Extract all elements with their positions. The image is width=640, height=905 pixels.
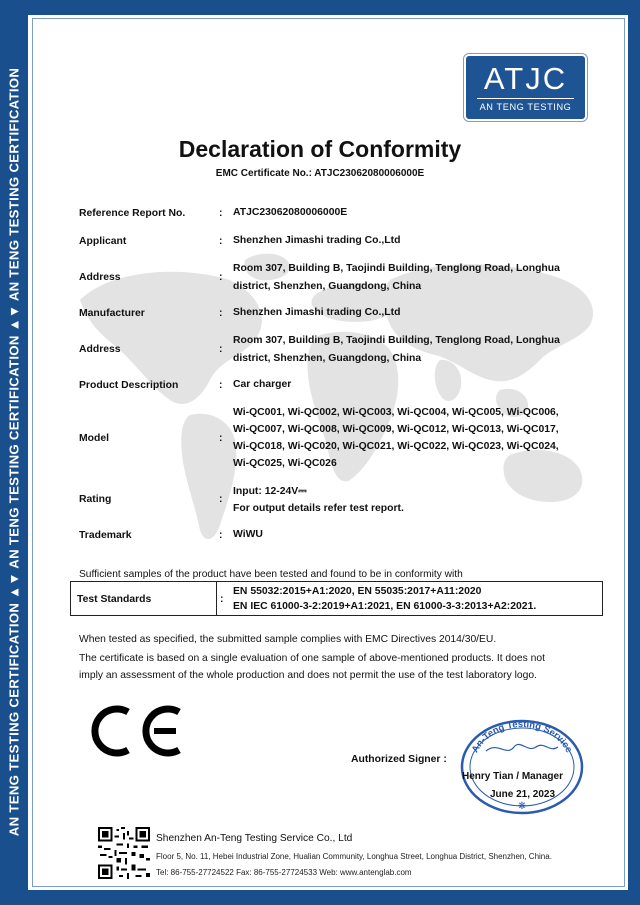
field-value-line: Wi-QC018, Wi-QC020, Wi-QC021, Wi-QC022, Wi-QC023, Wi-QC024, [233, 441, 559, 452]
right-band [628, 0, 640, 905]
test-standard-line: EN 55032:2015+A1:2020, EN 55035:2017+A11:2020 [233, 586, 482, 597]
certificate-number: EMC Certificate No.: ATJC23062080006000E [215, 168, 425, 179]
footer-address: Floor 5, No. 11, Hebei Industrial Zone, Hualian Community, Longhua Street, Longhua District, Shenzhen, China. [156, 852, 552, 861]
footer-contact: Tel: 86-755-27724522 Fax: 86-755-27724533 Web: www.antenglab.com [156, 868, 412, 877]
field-value-line: Room 307, Building B, Taojindi Building, Tenglong Road, Longhua [233, 335, 560, 346]
field-value-line: Wi-QC007, Wi-QC008, Wi-QC009, Wi-QC012, Wi-QC013, Wi-QC017, [233, 424, 559, 435]
table-divider [216, 582, 217, 615]
atjc-logo [466, 56, 585, 119]
test-standards-table [70, 581, 603, 616]
field-label: Address [79, 344, 121, 355]
field-value-line: WiWU [233, 529, 263, 540]
field-colon: : [219, 530, 223, 541]
field-value-line: Input: 12-24V⎓ [233, 486, 307, 497]
field-value-line: district, Shenzhen, Guangdong, China [233, 353, 422, 364]
logo-divider [477, 98, 574, 99]
field-colon: : [219, 308, 223, 319]
field-value-line: district, Shenzhen, Guangdong, China [233, 281, 422, 292]
field-value-line: Car charger [233, 379, 292, 390]
field-label: Manufacturer [79, 308, 145, 319]
field-colon: : [219, 208, 223, 219]
field-value-line: For output details refer test report. [233, 503, 404, 514]
field-label: Model [79, 433, 110, 444]
authorized-signer-label: Authorized Signer : [351, 754, 447, 765]
ce-mark-icon [84, 704, 184, 758]
page-title: Declaration of Conformity [178, 136, 462, 162]
bottom-band [28, 890, 640, 905]
qr-code-icon [98, 827, 150, 879]
statement-line: When tested as specified, the submitted sample complies with EMC Directives 2014/30/EU. [79, 634, 497, 645]
field-colon: : [219, 236, 223, 247]
signed-date: June 21, 2023 [490, 789, 556, 800]
sample-note: Sufficient samples of the product have been tested and found to be in conformity with [79, 569, 463, 580]
company-seal-icon [458, 717, 586, 817]
field-label: Applicant [79, 236, 127, 247]
field-colon: : [219, 494, 223, 505]
statement-line: imply an assessment of the whole production and does not permit the use of the test laboratory logo. [79, 670, 537, 681]
test-standards-value [233, 584, 536, 614]
field-label: Trademark [79, 530, 132, 541]
test-standard-line: EN IEC 61000-3-2:2019+A1:2021, EN 61000-3-3:2013+A2:2021. [233, 601, 537, 612]
test-standards-label: Test Standards [77, 594, 152, 605]
field-value-line: Shenzhen Jimashi trading Co.,Ltd [233, 307, 401, 318]
field-colon: : [220, 594, 224, 605]
field-colon: : [219, 433, 223, 444]
logo-main-text: ATJC [483, 61, 568, 96]
field-label: Rating [79, 494, 112, 505]
top-band [28, 0, 640, 15]
field-value-line: Room 307, Building B, Taojindi Building, Tenglong Road, Longhua [233, 263, 560, 274]
field-label: Address [79, 272, 121, 283]
footer-company-name: Shenzhen An-Teng Testing Service Co., Ltd [156, 833, 353, 844]
logo-sub-text: AN TENG TESTING [479, 102, 572, 112]
seal-text: An-Teng Testing Service [469, 718, 575, 755]
svg-text:An-Teng Testing Service [470, 719, 575, 755]
field-label: Reference Report No. [79, 208, 186, 219]
field-value-line: Wi-QC025, Wi-QC026 [233, 458, 337, 469]
field-value-line: Shenzhen Jimashi trading Co.,Ltd [233, 235, 401, 246]
field-value-line: Wi-QC001, Wi-QC002, Wi-QC003, Wi-QC004, Wi-QC005, Wi-QC006, [233, 407, 559, 418]
field-value-line: ATJC23062080006000E [233, 207, 348, 218]
field-colon: : [219, 272, 223, 283]
svg-text:❋: ❋ [517, 801, 527, 812]
field-colon: : [219, 380, 223, 391]
side-band [0, 0, 28, 905]
signer-name: Henry Tian / Manager [462, 771, 563, 782]
field-colon: : [219, 344, 223, 355]
statement-line: The certificate is based on a single evaluation of one sample of above-mentioned products. It does not [79, 653, 545, 664]
side-band-text: AN TENG TESTING CERTIFICATION ▲▼ AN TENG TESTING CERTIFICATION ▲▼ AN TENG TESTING CERTIFICATION [6, 67, 22, 837]
field-label: Product Description [79, 380, 179, 391]
